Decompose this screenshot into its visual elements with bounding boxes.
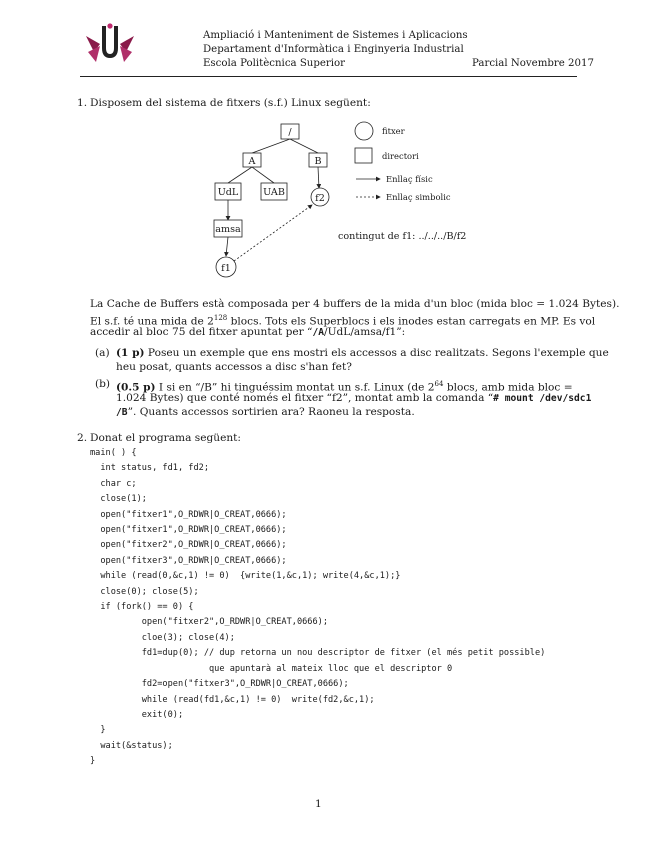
para-line3-code: /A: [312, 327, 325, 338]
q1b-label: (b): [95, 378, 111, 390]
node-b-label: B: [314, 156, 322, 167]
q2-intro: Donat el programa següent:: [90, 432, 242, 444]
para-line2-exponent: 128: [213, 314, 228, 322]
code-line: open("fitxer2",O_RDWR|O_CREAT,0666);: [90, 617, 328, 628]
code-line: que apuntarà al mateix lloc que el descriptor 0: [90, 663, 453, 674]
q1a-label: (a): [95, 347, 110, 359]
q1b-line3: [116, 405, 415, 420]
q1a-points: (1 p): [116, 347, 145, 359]
code-line: main( ) {: [90, 448, 137, 458]
code-line: char c;: [90, 478, 137, 489]
node-amsa-label: amsa: [215, 224, 241, 235]
header-course: Ampliació i Manteniment de Sistemes i Aplicacions: [203, 30, 468, 41]
node-root-label: /: [288, 127, 292, 138]
node-f2-label: f2: [315, 193, 325, 204]
para-line2-text-cont: blocs. Tots els Superblocs i els inodes estan carregats en MP. Es vol: [227, 315, 596, 328]
code-line: close(0); close(5);: [90, 586, 199, 597]
para-line2-text: El s.f. té una mida de 2: [90, 315, 214, 328]
code-line: close(1);: [90, 494, 147, 505]
code-line: exit(0);: [90, 709, 184, 720]
university-logo: [84, 22, 136, 66]
header-school: Escola Politècnica Superior: [203, 58, 346, 69]
q1a-text: Poseu un exemple que ens mostri els accessos a disc realitzats. Segons l'exemple que: [144, 347, 609, 359]
f1-content-note: contingut de f1: ../../../B/f2: [338, 231, 467, 242]
legend-file-label: fitxer: [382, 126, 405, 136]
code-line: while (read(fd1,&c,1) != 0) write(fd2,&c,1);: [90, 694, 375, 705]
q2-code-block: [90, 446, 570, 770]
legend-dir-label: directori: [382, 151, 419, 161]
q1-intro: Disposem del sistema de fitxers (s.f.) Linux següent:: [90, 97, 371, 109]
code-line: fd1=dup(0); // dup retorna un nou descriptor de fitxer (el més petit possible): [90, 648, 546, 659]
code-line: if (fork() == 0) {: [90, 602, 194, 613]
header-rule: [80, 76, 577, 77]
code-line: while (read(0,&c,1) != 0) {write(1,&c,1); write(4,&c,1);}: [90, 571, 401, 582]
node-uab-label: UAB: [263, 187, 285, 198]
q1b-line2: [116, 391, 591, 406]
legend-hard-link-label: Enllaç físic: [386, 174, 433, 184]
node-a-label: A: [248, 156, 256, 167]
q1b-text: I si en “/B” hi tinguéssim montat un s.f. Linux (de 2: [155, 381, 435, 394]
q1a-line2: heu posat, quants accessos a disc s'han fet?: [116, 361, 352, 373]
filesystem-diagram: [210, 118, 470, 283]
header-exam: Parcial Novembre 2017: [472, 58, 594, 69]
para-line3-text: accedir al bloc 75 del fitxer apuntat per “: [90, 326, 313, 338]
q1a-line1: [116, 346, 609, 360]
legend-dir-icon: [355, 148, 372, 163]
q1b-line3-text: ”. Quants accessos sortirien ara? Raoneu la resposta.: [127, 406, 415, 418]
q1b-line2-text: 1.024 Bytes) que conté només el fitxer “f2”, montat amb la comanda “: [116, 392, 494, 404]
q1-paragraph-line3: [90, 325, 405, 340]
para-line3-text-cont: /UdL/amsa/f1”:: [324, 326, 406, 338]
q1b-mount-command: # mount /dev/sdc1: [493, 393, 592, 404]
code-line: }: [90, 725, 106, 736]
q2-number: 2.: [77, 432, 88, 444]
code-line: int status, fd1, fd2;: [90, 463, 209, 474]
node-udl-label: UdL: [217, 187, 239, 198]
q1b-mount-point: /B: [116, 407, 128, 418]
code-line: open("fitxer1",O_RDWR|O_CREAT,0666);: [90, 509, 287, 520]
q1b-exponent: 64: [434, 380, 444, 388]
legend-soft-link-label: Enllaç simbolic: [386, 192, 451, 202]
code-line: fd2=open("fitxer3",O_RDWR|O_CREAT,0666);: [90, 679, 349, 690]
code-line: }: [90, 756, 96, 767]
code-line: open("fitxer1",O_RDWR|O_CREAT,0666);: [90, 525, 287, 536]
page-number: 1: [315, 798, 322, 810]
code-line: cloe(3); close(4);: [90, 632, 235, 643]
q1b-text-cont: blocs, amb mida bloc =: [443, 381, 573, 394]
code-line: wait(&status);: [90, 740, 173, 751]
code-line: open("fitxer2",O_RDWR|O_CREAT,0666);: [90, 540, 287, 551]
q1-number: 1.: [77, 97, 88, 109]
q1b-points: (0.5 p): [116, 381, 156, 394]
node-f1-label: f1: [221, 263, 231, 274]
q1-paragraph-line1: La Cache de Buffers està composada per 4 buffers de la mida d'un bloc (mida bloc = 1.024 Bytes).: [90, 298, 620, 310]
legend-file-icon: [355, 122, 373, 140]
header-department: Departament d'Informàtica i Enginyeria Industrial: [203, 44, 464, 55]
code-line: open("fitxer3",O_RDWR|O_CREAT,0666);: [90, 555, 287, 566]
